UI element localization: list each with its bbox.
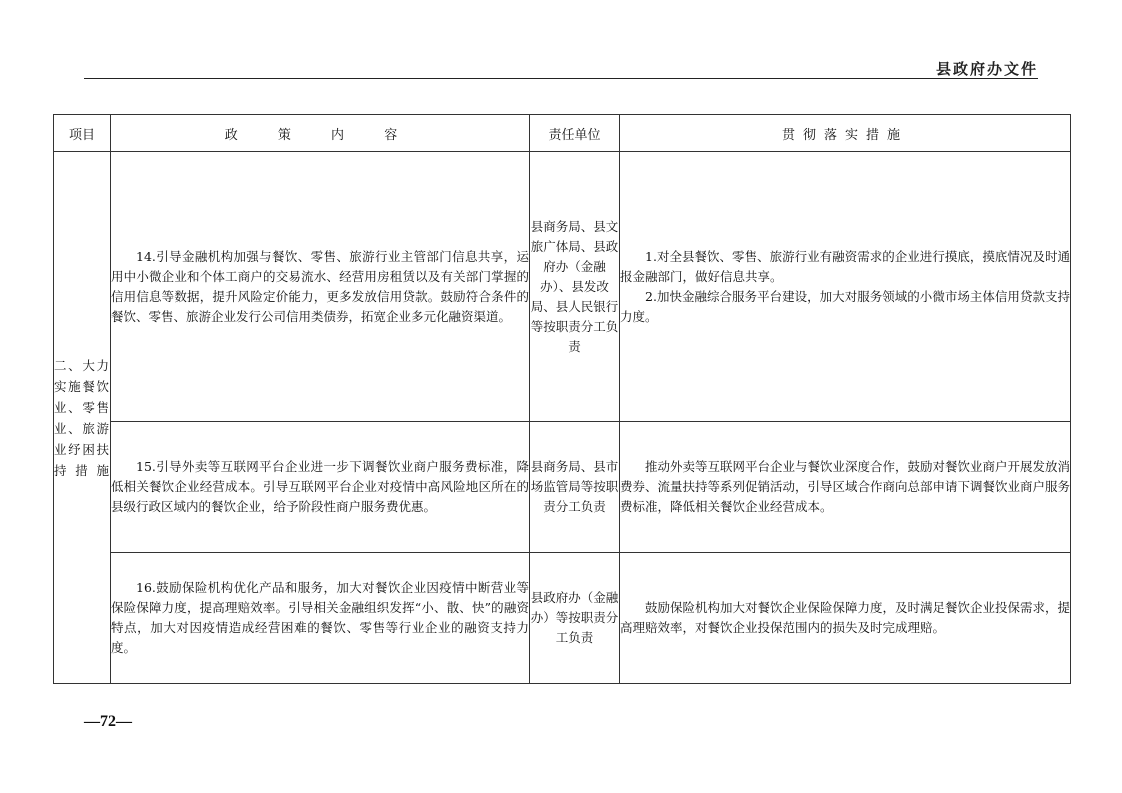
responsible-unit-cell: 县商务局、县市场监管局等按职责分工负责 <box>530 422 620 553</box>
responsible-unit-cell: 县商务局、县文旅广体局、县政府办（金融办）、县发改局、县人民银行等按职责分工负责 <box>530 152 620 422</box>
policy-content-text: 16.鼓励保险机构优化产品和服务，加大对餐饮企业因疫情中断营业等保险保障力度，提高理赔效率。引导相关金融组织发挥“小、散、快”的融资特点，加大对因疫情造成经营困难的餐饮、零售等行业企业的融资支持力度。 <box>111 580 529 655</box>
measures-cell <box>620 152 1071 422</box>
policy-content-cell <box>111 422 530 553</box>
measure-text: 推动外卖等互联网平台企业与餐饮业深度合作，鼓励对餐饮业商户开展发放消费券、流量扶持等系列促销活动，引导区域合作商向总部申请下调餐饮业商户服务费标准，降低相关餐饮企业经营成本。 <box>620 459 1071 514</box>
policy-table <box>53 114 1071 684</box>
policy-content-cell <box>111 152 530 422</box>
header-divider <box>84 78 1038 79</box>
measure-text: 1.对全县餐饮、零售、旅游行业有融资需求的企业进行摸底，摸底情况及时通报金融部门，做好信息共享。 <box>620 248 1070 284</box>
header-measures: 贯彻落实措施 <box>620 115 1071 152</box>
table-row <box>54 152 1071 422</box>
policy-content-text: 14.引导金融机构加强与餐饮、零售、旅游行业主管部门信息共享，运用中小微企业和个体工商户的交易流水、经营用房租赁以及有关部门掌握的信用信息等数据，提升风险定价能力，更多发放信用贷款。鼓励符合条件的餐饮、零售、旅游企业发行公司信用类债券，拓宽企业多元化融资渠道。 <box>111 248 529 324</box>
table-row <box>54 553 1071 684</box>
responsible-unit-cell: 县政府办（金融办）等按职责分工负责 <box>530 553 620 684</box>
document-header-title: 县政府办文件 <box>935 60 1038 78</box>
policy-content-text: 15.引导外卖等互联网平台企业进一步下调餐饮业商户服务费标准，降低相关餐饮企业经营成本。引导互联网平台企业对疫情中高风险地区所在的县级行政区域内的餐饮企业，给予阶段性商户服务费优惠。 <box>111 459 529 514</box>
table-row <box>54 422 1071 553</box>
measures-cell <box>620 553 1071 684</box>
category-cell: 二、大力实施餐饮业、零售业、旅游业纾困扶持措施 <box>54 152 111 684</box>
header-content: 政 策 内 容 <box>111 115 530 152</box>
policy-content-cell <box>111 553 530 684</box>
measure-text: 鼓励保险机构加大对餐饮企业保险保障力度，及时满足餐饮企业投保需求，提高理赔效率，对餐饮企业投保范围内的损失及时完成理赔。 <box>620 600 1071 635</box>
table-header-row <box>54 115 1071 152</box>
measure-text: 2.加快金融综合服务平台建设，加大对服务领域的小微市场主体信用贷款支持力度。 <box>620 288 1070 324</box>
measures-cell <box>620 422 1071 553</box>
header-item: 项目 <box>54 115 111 152</box>
header-unit: 责任单位 <box>530 115 620 152</box>
page-number: —72— <box>84 713 132 730</box>
